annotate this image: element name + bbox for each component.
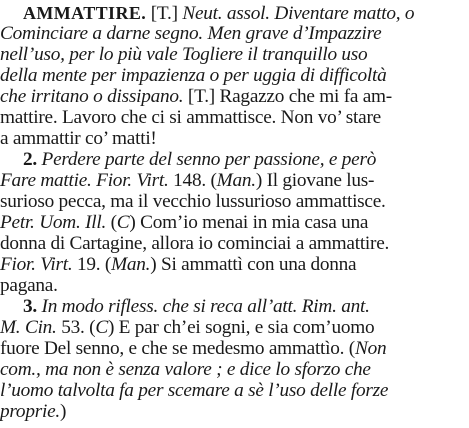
roman-text: [T.] xyxy=(146,3,183,24)
roman-text: pagana. xyxy=(0,275,58,296)
italic-text: nell’uso, per lo più vale Togliere il tranquillo uso xyxy=(0,44,368,65)
italic-text: Man. xyxy=(111,254,151,275)
italic-text: com., ma non è senza valore ; e dice lo sforzo che xyxy=(0,359,371,380)
italic-text: C xyxy=(116,212,130,233)
roman-text: ) Il giovane lus- xyxy=(255,170,375,191)
italic-text: l’uomo talvolta fa per scemare a sè l’uso delle forze xyxy=(0,380,389,401)
roman-text: mattire. Lavoro che ci si ammattisce. Non vo’ stare xyxy=(0,107,381,128)
roman-text: ) E par ch’ei sogni, e sia com’uomo xyxy=(107,317,375,338)
italic-text: Man. xyxy=(216,170,256,191)
italic-text: della mente per impazienza o per uggia di difficoltà xyxy=(0,65,387,86)
roman-text: 19. ( xyxy=(72,254,112,275)
italic-text: proprie. xyxy=(0,401,60,422)
roman-text: [T.] Ragazzo che mi fa am- xyxy=(183,86,392,107)
roman-text: donna di Cartagine, allora io cominciai a ammattire. xyxy=(0,233,390,254)
italic-text: Perdere parte del senno per passione, e però xyxy=(36,149,377,170)
roman-text: ) Si ammattì con una donna xyxy=(150,254,357,275)
italic-text: M. Cin. xyxy=(0,317,57,338)
roman-text: surioso pecca, ma il vecchio lussurioso ammattisce. xyxy=(0,191,386,212)
headword: AMMATTIRE. xyxy=(23,3,147,23)
roman-text: 53. ( xyxy=(56,317,96,338)
italic-text: Fare mattie. Fior. Virt. xyxy=(0,170,169,191)
text-line xyxy=(0,400,66,424)
roman-text: fuore Del senno, e che se medesmo ammattìo. ( xyxy=(0,338,355,359)
roman-text: ) Com’io menai in mia casa una xyxy=(129,212,369,233)
italic-text: Cominciare a darne segno. Men grave d’Impazzire xyxy=(0,23,382,44)
italic-text: In modo rifless. che si reca all’att. Rim. ant. xyxy=(36,296,370,317)
section-number: 2. xyxy=(23,149,37,170)
roman-text: ( xyxy=(106,212,117,233)
italic-text: Petr. Uom. Ill. xyxy=(0,212,107,233)
roman-text: 148. ( xyxy=(168,170,217,191)
italic-text: C xyxy=(95,317,108,338)
italic-text: che irritano o dissipano. xyxy=(0,86,184,107)
roman-text: ) xyxy=(59,401,67,422)
italic-text: Neut. assol. Diventare matto, o xyxy=(182,3,415,24)
italic-text: Non xyxy=(354,338,387,359)
section-number: 3. xyxy=(23,296,37,317)
italic-text: Fior. Virt. xyxy=(0,254,73,275)
roman-text: a ammattir co’ matti! xyxy=(0,128,157,149)
